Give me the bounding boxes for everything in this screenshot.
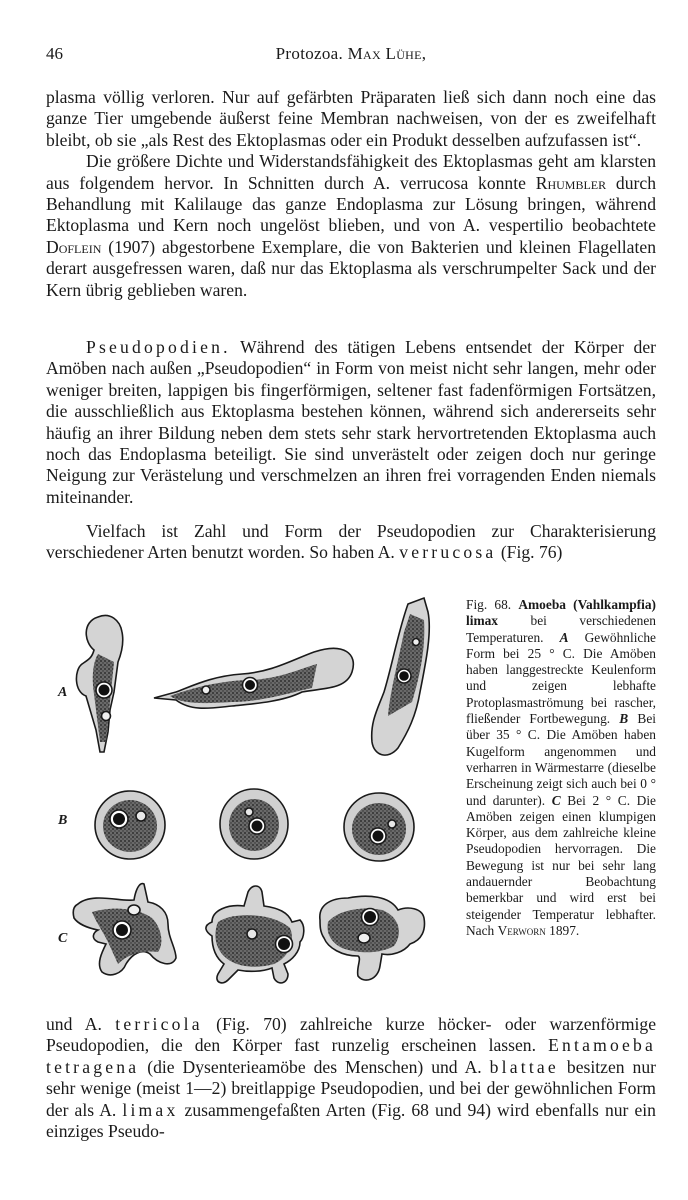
caption-label-a: A bbox=[559, 629, 569, 645]
paragraph: Vielfach ist Zahl und Form der Pseudopodien zur Charakterisierung verschiedener Arten benutzt worden. So haben A. verrucosa (Fig. 76) bbox=[46, 521, 656, 563]
species-name: blattae bbox=[489, 1056, 559, 1077]
page-number: 46 bbox=[46, 44, 63, 63]
paragraph: und A. terricola (Fig. 70) zahlreiche kurze höcker- oder warzenförmige Pseudopodien, die den Körper fast runzelig erscheinen lassen. Entamoeba tetragena (die Dysenterieamöbe des Menschen) und A. blattae besitzen nur sehr wenige (meist 1—2) breitlappige Pseudopodien, und bei der gewöhnlichen Form der als A. limax zusammengefaßten Arten (Fig. 68 und 94) wird ebenfalls nur ein einziges Pseudo- bbox=[46, 1014, 656, 1142]
running-head-title: Protozoa. bbox=[275, 44, 344, 63]
text-block-continuation bbox=[46, 1014, 656, 1142]
author-name: Doflein bbox=[46, 236, 102, 257]
caption-author: Verworn bbox=[497, 922, 546, 938]
species-name: verrucosa bbox=[399, 542, 497, 563]
caption-label-b: B bbox=[619, 711, 629, 727]
figure-title: Amoeba (Vahlkampfia) limax bbox=[466, 597, 657, 629]
text-block-pseudopodia bbox=[46, 337, 656, 508]
species-name: limax bbox=[122, 1099, 179, 1120]
species-name: terricola bbox=[115, 1014, 203, 1034]
svg-text:B: B bbox=[58, 813, 68, 828]
section-heading: Pseudopodien. bbox=[86, 337, 231, 357]
paragraph: Pseudopodien. Während des tätigen Lebens entsendet der Körper der Amöben nach außen „Pseudopodien“ in Form von meist nicht sehr langen, mehr oder weniger breiten, lappigen bis fingerförmigen, seltener fast fadenförmigen Fortsätzen, die ausschließlich aus Ektoplasma bestehen können, während sich andererseits sehr häufig an ihrer Bildung neben dem stets sehr stark hervortretenden Ektoplasma auch noch das Endoplasma beteiligt. Sie sind unverästelt oder zeigen doch nur geringe Neigung zur Verästelung und verschmelzen an ihren frei vorragenden Enden niemals miteinander. bbox=[46, 337, 656, 507]
svg-text:A: A bbox=[58, 685, 68, 700]
caption-label-c: C bbox=[551, 792, 561, 808]
paragraph: plasma völlig verloren. Nur auf gefärbten Präparaten ließ sich dann noch eine das ganze Tier umgebende äußerst feine Membran nachweisen, von der es zweifelhaft bleibt, ob sie „als Rest des Ektoplasmas oder ein Produkt desselben aufzufassen ist“. bbox=[46, 87, 656, 150]
species-name: Entamoeba tetragena bbox=[46, 1035, 656, 1077]
paragraph: Die größere Dichte und Widerstandsfähigkeit des Ektoplasmas geht am klarsten aus folgendem hervor. In Schnitten durch A. verrucosa konnte Rhumbler durch Behandlung mit Kalilauge das ganze Endoplasma zur Lösung bringen, während Ektoplasma und Kern noch ungelöst blieben, und von A. vespertilio beobachtete Doflein (1907) abgestorbene Exemplare, die von Bakterien und kleinen Flagellaten derart ausgefressen waren, daß nur das Ektoplasma als verschrumpelter Sack und der Kern übrig geblieben waren. bbox=[46, 151, 656, 300]
text-block-ectoplasm bbox=[46, 87, 656, 301]
figure-68-illustration bbox=[52, 592, 452, 1002]
figure-caption: Fig. 68. Amoeba (Vahlkampfia) limax bei verschiedenen Temperaturen. A Gewöhnliche Form bei 25 ° C. Die Amöben haben langgestreckte Keulenform und zeigen lebhafte Protoplasmaströmung bei rascher, fließender Fortbewegung. B Bei über 35 ° C. Die Amöben haben Kugelform angenommen und verharren in Wärmestarre (dieselbe Erscheinung zeigt sich auch bei 0 ° und darunter). C Bei 2 ° C. Die Amöben zeigen einen klumpigen Körper, aus dem zahlreiche kleine Pseudopodien hervorragen. Die Bewegung ist nur bei sehr lang andauernder Beobachtung bemerkbar und wird erst bei steigender Temperatur lebhafter. Nach Verworn 1897. bbox=[466, 597, 657, 938]
page-header bbox=[46, 44, 656, 66]
running-head bbox=[46, 44, 656, 64]
text-block-species bbox=[46, 521, 656, 564]
author-name: Rhumbler bbox=[535, 172, 607, 193]
svg-text:C: C bbox=[58, 931, 68, 946]
figure-label: Fig. 68. bbox=[466, 597, 512, 612]
running-head-author: Max Lühe, bbox=[347, 44, 427, 63]
